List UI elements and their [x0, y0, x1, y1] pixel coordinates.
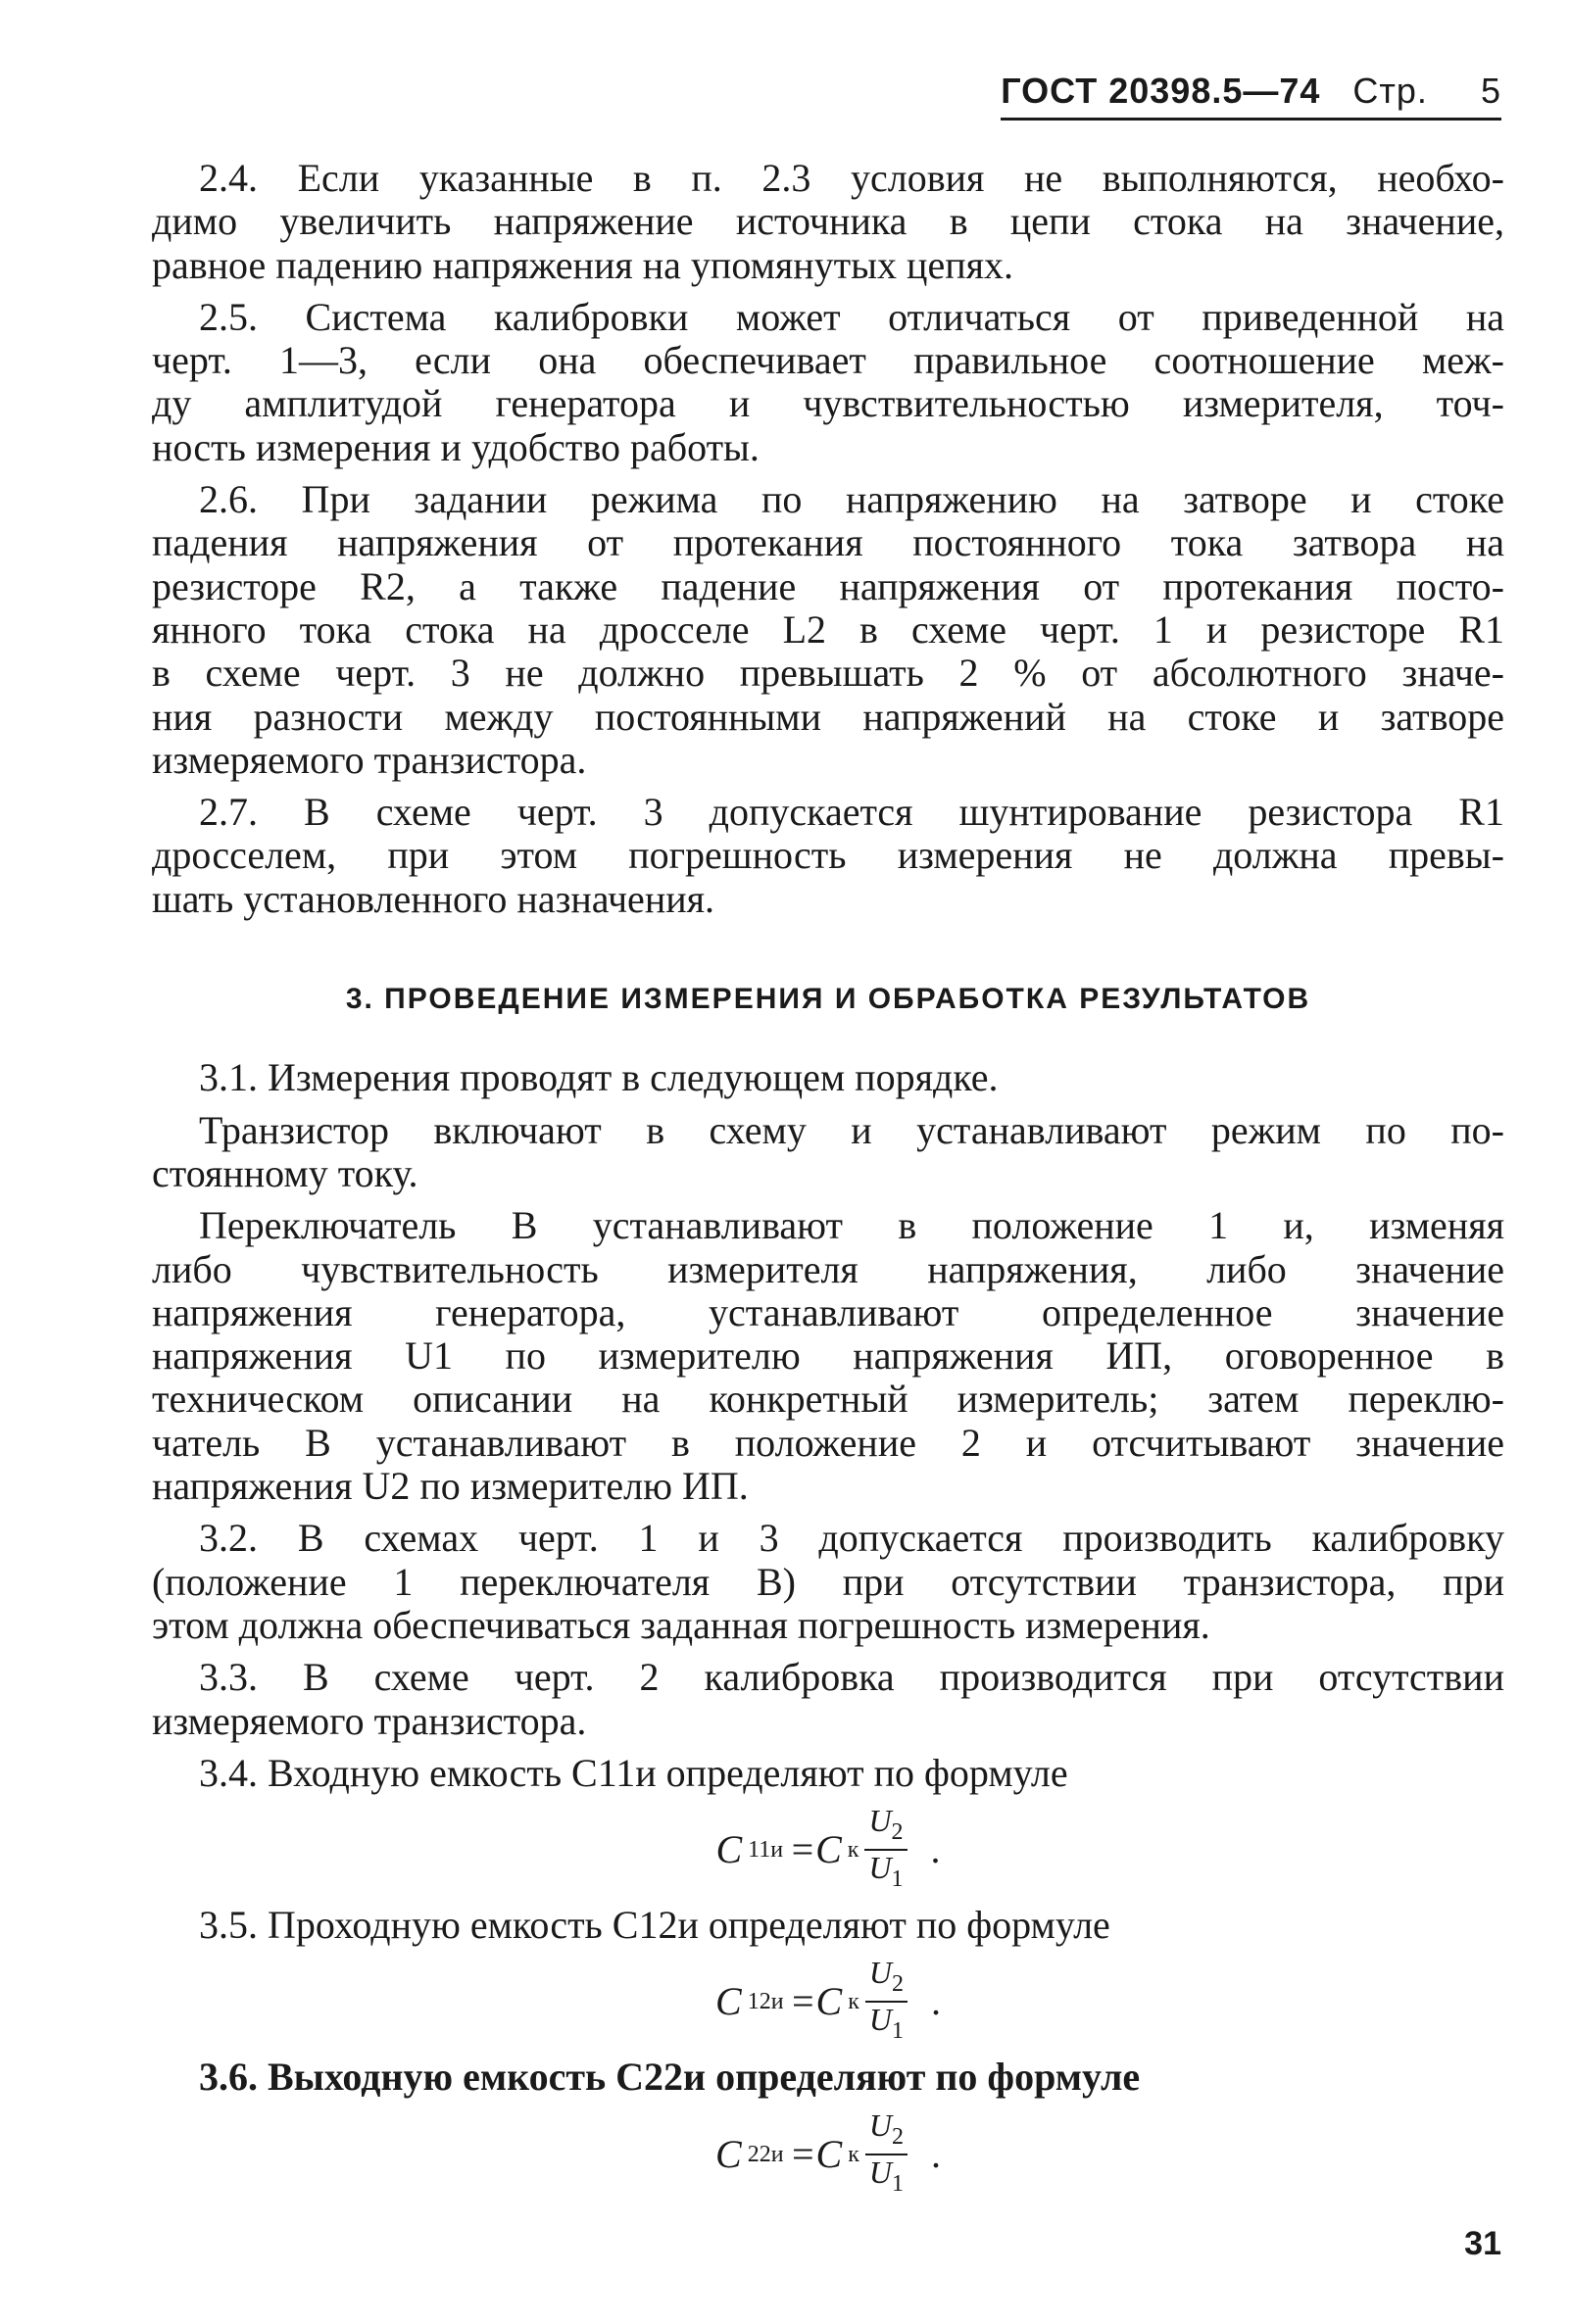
text-line: 3.3. В схеме черт. 2 калибровка производится при отсутствии	[199, 1655, 1504, 1700]
text-line: (положение 1 переключателя B) при отсутствии транзистора, при	[152, 1559, 1504, 1604]
paragraph-3-6	[152, 2056, 1504, 2099]
paragraph-3-3	[152, 1656, 1504, 1743]
text-line: либо чувствительность измерителя напряжения, либо значение	[152, 1246, 1504, 1291]
running-head	[1001, 71, 1501, 121]
text-line: 3.1. Измерения проводят в следующем порядке.	[199, 1055, 999, 1100]
text-line: напряжения генератора, устанавливают определенное значение	[152, 1289, 1504, 1334]
text-line: в схеме черт. 3 не должно превышать 2 % от абсолютного значе-	[152, 651, 1504, 696]
text-line: 2.4. Если указанные в п. 2.3 условия не выполняются, необхо-	[199, 156, 1504, 200]
paragraph-2-7	[152, 791, 1504, 921]
gost-number: ГОСТ 20398.5—74	[1001, 71, 1321, 111]
text-line: этом должна обеспечиваться заданная погрешность измерения.	[152, 1602, 1210, 1647]
text-line: измеряемого транзистора.	[152, 1698, 587, 1743]
fraction: $\frac{U_2}{U_1}$	[865, 2108, 908, 2201]
paragraph-2-6	[152, 478, 1504, 782]
text-line: падения напряжения от протекания постоянного тока затвора на	[152, 520, 1504, 565]
text-line: ду амплитудой генератора и чувствительностью измерителя, точ-	[152, 381, 1504, 426]
text-line: 3.4. Входную емкость C11и определяют по формуле	[199, 1750, 1068, 1795]
text-line: Транзистор включают в схему и устанавливают режим по по-	[199, 1107, 1504, 1152]
paragraph-3-4	[152, 1752, 1504, 1795]
page-number: 5	[1480, 71, 1501, 111]
paragraph-3-2	[152, 1517, 1504, 1647]
formula-c11: C 11и =C к $\frac{U_2}{U_1}$ .	[152, 1804, 1504, 1894]
text-line: дросселем, при этом погрешность измерения не должна превы-	[152, 833, 1504, 878]
text-line: димо увеличить напряжение источника в цепи стока на значение,	[152, 199, 1504, 244]
text-line: напряжения U2 по измерителю ИП.	[152, 1464, 749, 1509]
text-line: черт. 1—3, если она обеспечивает правильное соотношение меж-	[152, 338, 1504, 383]
text-line: 3.2. В схемах черт. 1 и 3 допускается производить калибровку	[199, 1516, 1504, 1561]
text-line: стоянному току.	[152, 1150, 418, 1195]
text-line: янного тока стока на дросселе L2 в схеме черт. 1 и резисторе R1	[152, 606, 1504, 652]
folio-number: 31	[1464, 2225, 1501, 2262]
text-line: техническом описании на конкретный измеритель; затем переклю-	[152, 1377, 1504, 1422]
formula-c12: C 12и =C к $\frac{U_2}{U_1}$ .	[152, 1956, 1504, 2046]
text-line: 3.6. Выходную емкость C22и определяют по формуле	[199, 2055, 1141, 2100]
text-line: 2.7. В схеме черт. 3 допускается шунтирование резистора R1	[199, 790, 1504, 835]
text-line: чатель B устанавливают в положение 2 и отсчитывают значение	[152, 1420, 1504, 1465]
text-line: измеряемого транзистора.	[152, 737, 587, 782]
section-3-title: 3. ПРОВЕДЕНИЕ ИЗМЕРЕНИЯ И ОБРАБОТКА РЕЗУЛЬТАТОВ	[345, 983, 1311, 1016]
body-text	[152, 157, 1504, 2208]
paragraph-transistor	[152, 1109, 1504, 1196]
text-line: ния разности между постоянными напряжений на стоке и затворе	[152, 694, 1504, 739]
fraction: $\frac{U_2}{U_1}$	[865, 1956, 908, 2048]
paragraph-3-1	[152, 1056, 1504, 1099]
text-line: 2.6. При задании режима по напряжению на затворе и стоке	[199, 477, 1504, 522]
page-label: Стр.	[1352, 71, 1428, 111]
text-line: 2.5. Система калибровки может отличаться от приведенной на	[199, 294, 1504, 339]
formula-c22: C 22и =C к $\frac{U_2}{U_1}$ .	[152, 2108, 1504, 2199]
fraction: $\frac{U_2}{U_1}$	[864, 1804, 907, 1896]
text-line: напряжения U1 по измерителю напряжения ИП, оговоренное в	[152, 1333, 1504, 1379]
paragraph-2-5	[152, 296, 1504, 469]
text-line: резисторе R2, а также падение напряжения от протекания посто-	[152, 563, 1504, 608]
text-line: равное падению напряжения на упомянутых цепях.	[152, 242, 1014, 287]
paragraph-2-4	[152, 157, 1504, 287]
paragraph-switch	[152, 1204, 1504, 1508]
text-line: 3.5. Проходную емкость C12и определяют по формуле	[199, 1903, 1110, 1948]
text-line: шать установленного назначения.	[152, 876, 715, 921]
text-line: Переключатель B устанавливают в положение 1 и, изменяя	[199, 1203, 1504, 1248]
paragraph-3-5	[152, 1904, 1504, 1947]
text-line: ность измерения и удобство работы.	[152, 424, 760, 469]
